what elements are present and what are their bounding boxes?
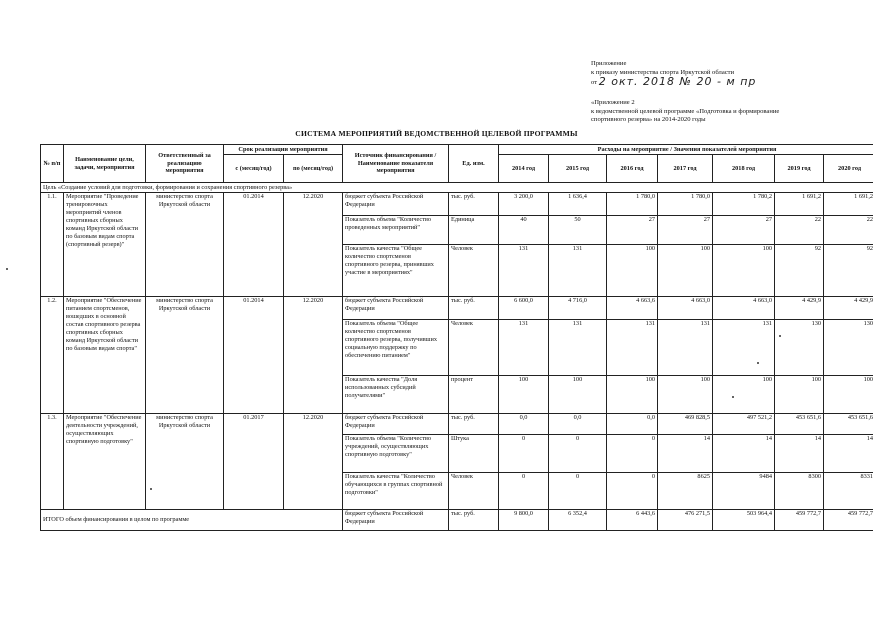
value-cell: 0,0 <box>549 413 607 434</box>
value-cell: 27 <box>713 215 775 244</box>
value-cell: 0 <box>607 472 658 509</box>
annex-line-3: спортивного резерва» на 2014-2020 годы <box>591 116 706 124</box>
value-cell: 14 <box>824 434 873 472</box>
row-unit: Единица <box>449 215 499 244</box>
value-cell: 9484 <box>713 472 775 509</box>
order-reference <box>591 60 756 88</box>
value-cell: 14 <box>775 434 824 472</box>
value-cell: 0,0 <box>499 413 549 434</box>
measures-table <box>40 144 873 531</box>
value-cell: 4 663,0 <box>713 296 775 319</box>
col-year: 2017 год <box>658 155 713 183</box>
value-cell: 92 <box>824 244 873 296</box>
value-cell: 131 <box>713 319 775 375</box>
scan-speck <box>757 362 759 364</box>
row-unit: Человек <box>449 472 499 509</box>
value-cell: 131 <box>499 319 549 375</box>
handwritten-date-number: 2 окт. 2018 № 20 - м пр <box>598 75 757 89</box>
annex-reference <box>591 99 779 125</box>
col-unit: Ед. изм. <box>449 145 499 183</box>
col-source: Источник финансирования / Наименование показателя мероприятия <box>343 145 449 183</box>
measure-from: 01.2017 <box>224 413 284 509</box>
row-unit: тыс. руб. <box>449 413 499 434</box>
scan-speck <box>732 396 734 398</box>
order-line: к приказу министерства спорта Иркутской области <box>591 68 735 76</box>
value-cell: 131 <box>499 244 549 296</box>
col-responsible: Ответственный за реализацию мероприятия <box>146 145 224 183</box>
value-cell: 22 <box>824 215 873 244</box>
measure-to: 12.2020 <box>284 413 343 509</box>
total-value: 459 772,7 <box>824 509 873 530</box>
value-cell: 4 429,9 <box>824 296 873 319</box>
value-cell: 8625 <box>658 472 713 509</box>
value-cell: 4 716,0 <box>549 296 607 319</box>
col-year: 2016 год <box>607 155 658 183</box>
value-cell: 1 780,0 <box>658 192 713 215</box>
value-cell: 40 <box>499 215 549 244</box>
row-unit: процент <box>449 375 499 413</box>
value-cell: 0 <box>499 434 549 472</box>
row-unit: тыс. руб. <box>449 192 499 215</box>
row-source: Показатель объема "Количество учреждений, осуществляющих спортивную подготовку" <box>343 434 449 472</box>
measure-name: Мероприятие "Обеспечение деятельности учреждений, осуществляющих спортивную подготовку" <box>64 413 146 509</box>
col-name: Наименование цели, задачи, мероприятия <box>64 145 146 183</box>
value-cell: 6 600,0 <box>499 296 549 319</box>
col-to: по (месяц/год) <box>284 155 343 183</box>
row-unit: Человек <box>449 319 499 375</box>
total-value: 459 772,7 <box>775 509 824 530</box>
value-cell: 8300 <box>775 472 824 509</box>
annex-line-2: к ведомственной целевой программе «Подготовка и формирование <box>591 107 780 115</box>
value-cell: 453 651,6 <box>824 413 873 434</box>
total-value: 476 271,5 <box>658 509 713 530</box>
value-cell: 100 <box>607 375 658 413</box>
value-cell: 100 <box>658 244 713 296</box>
col-year: 2019 год <box>775 155 824 183</box>
measure-to: 12.2020 <box>284 296 343 413</box>
value-cell: 131 <box>658 319 713 375</box>
total-value: 6 443,6 <box>607 509 658 530</box>
value-cell: 27 <box>607 215 658 244</box>
row-source: Показатель качества "Количество обучающихся в группах спортивной подготовки" <box>343 472 449 509</box>
value-cell: 453 651,6 <box>775 413 824 434</box>
value-cell: 131 <box>549 319 607 375</box>
measure-responsible: министерство спорта Иркутской области <box>146 296 224 413</box>
value-cell: 1 780,2 <box>713 192 775 215</box>
annex-line-1: «Приложение 2 <box>591 99 635 106</box>
total-value: 503 964,4 <box>713 509 775 530</box>
value-cell: 0,0 <box>607 413 658 434</box>
value-cell: 27 <box>658 215 713 244</box>
col-year: 2014 год <box>499 155 549 183</box>
value-cell: 4 663,6 <box>607 296 658 319</box>
total-row <box>41 509 873 530</box>
row-source: Показатель объема "Количество проведенных мероприятий" <box>343 215 449 244</box>
value-cell: 130 <box>824 319 873 375</box>
row-source: бюджет субъекта Российской Федерации <box>343 413 449 434</box>
measure-from: 01.2014 <box>224 296 284 413</box>
measure-number: 1.3. <box>41 413 64 509</box>
goal-row: Цель «Создание условий для подготовки, формирования и сохранения спортивного резерва» <box>41 183 873 193</box>
row-unit: тыс. руб. <box>449 296 499 319</box>
total-value: 9 800,0 <box>499 509 549 530</box>
table-row <box>41 192 873 215</box>
value-cell: 130 <box>775 319 824 375</box>
value-cell: 50 <box>549 215 607 244</box>
value-cell: 0 <box>499 472 549 509</box>
value-cell: 100 <box>713 244 775 296</box>
order-date-line: от 2 окт. 2018 № 20 - м пр <box>591 75 757 89</box>
value-cell: 14 <box>713 434 775 472</box>
col-year: 2020 год <box>824 155 873 183</box>
value-cell: 1 691,2 <box>775 192 824 215</box>
document-title: СИСТЕМА МЕРОПРИЯТИЙ ВЕДОМСТВЕННОЙ ЦЕЛЕВОЙ ПРОГРАММЫ <box>295 129 578 138</box>
table-row <box>41 296 873 319</box>
col-expenses: Расходы на мероприятие / Значения показателей мероприятия <box>499 145 873 155</box>
measure-responsible: министерство спорта Иркутской области <box>146 192 224 296</box>
value-cell: 131 <box>549 244 607 296</box>
value-cell: 497 521,2 <box>713 413 775 434</box>
value-cell: 469 828,5 <box>658 413 713 434</box>
value-cell: 14 <box>658 434 713 472</box>
appendix-label: Приложение <box>591 60 627 67</box>
value-cell: 1 780,0 <box>607 192 658 215</box>
value-cell: 92 <box>775 244 824 296</box>
table-row <box>41 413 873 434</box>
value-cell: 0 <box>549 434 607 472</box>
measure-number: 1.1. <box>41 192 64 296</box>
value-cell: 100 <box>775 375 824 413</box>
row-source: Показатель объема "Общее количество спортсменов спортивного резерва, получивших социальную поддержку по обеспечению питанием" <box>343 319 449 375</box>
col-from: с (месяц/год) <box>224 155 284 183</box>
value-cell: 1 691,2 <box>824 192 873 215</box>
row-unit: Штука <box>449 434 499 472</box>
value-cell: 3 200,0 <box>499 192 549 215</box>
row-source: бюджет субъекта Российской Федерации <box>343 296 449 319</box>
total-value: 6 352,4 <box>549 509 607 530</box>
col-num: № п/п <box>41 145 64 183</box>
scan-speck <box>779 335 781 337</box>
scan-speck <box>6 268 8 270</box>
total-label: ИТОГО объем финансирования в целом по программе <box>41 509 343 530</box>
total-unit: тыс. руб. <box>449 509 499 530</box>
measure-from: 01.2014 <box>224 192 284 296</box>
measure-to: 12.2020 <box>284 192 343 296</box>
measure-number: 1.2. <box>41 296 64 413</box>
measure-responsible: министерство спорта Иркутской области <box>146 413 224 509</box>
row-source: Показатель качества "Общее количество спортсменов спортивного резерва, принявших участие в мероприятиях" <box>343 244 449 296</box>
row-source: Показатель качества "Доля использованных субсидий получателями" <box>343 375 449 413</box>
measure-name: Мероприятие "Обеспечение питанием спортсменов, вошедших в основной состав спортивного резерва спортивных сборных команд Иркутской области по базовым видам спорта" <box>64 296 146 413</box>
value-cell: 1 636,4 <box>549 192 607 215</box>
value-cell: 100 <box>549 375 607 413</box>
value-cell: 100 <box>658 375 713 413</box>
value-cell: 100 <box>607 244 658 296</box>
total-source: бюджет субъекта Российской Федерации <box>343 509 449 530</box>
col-year: 2015 год <box>549 155 607 183</box>
measure-name: Мероприятие "Проведение тренировочных мероприятий членов спортивных сборных команд Иркутской области по базовым видам спорта (спортивный резерв)" <box>64 192 146 296</box>
row-unit: Человек <box>449 244 499 296</box>
value-cell: 8331 <box>824 472 873 509</box>
value-cell: 4 429,9 <box>775 296 824 319</box>
value-cell: 100 <box>713 375 775 413</box>
col-year: 2018 год <box>713 155 775 183</box>
value-cell: 0 <box>549 472 607 509</box>
value-cell: 100 <box>499 375 549 413</box>
scan-speck <box>150 488 152 490</box>
value-cell: 100 <box>824 375 873 413</box>
value-cell: 0 <box>607 434 658 472</box>
col-period: Срок реализации мероприятия <box>224 145 343 155</box>
value-cell: 22 <box>775 215 824 244</box>
row-source: бюджет субъекта Российской Федерации <box>343 192 449 215</box>
value-cell: 4 663,0 <box>658 296 713 319</box>
value-cell: 131 <box>607 319 658 375</box>
